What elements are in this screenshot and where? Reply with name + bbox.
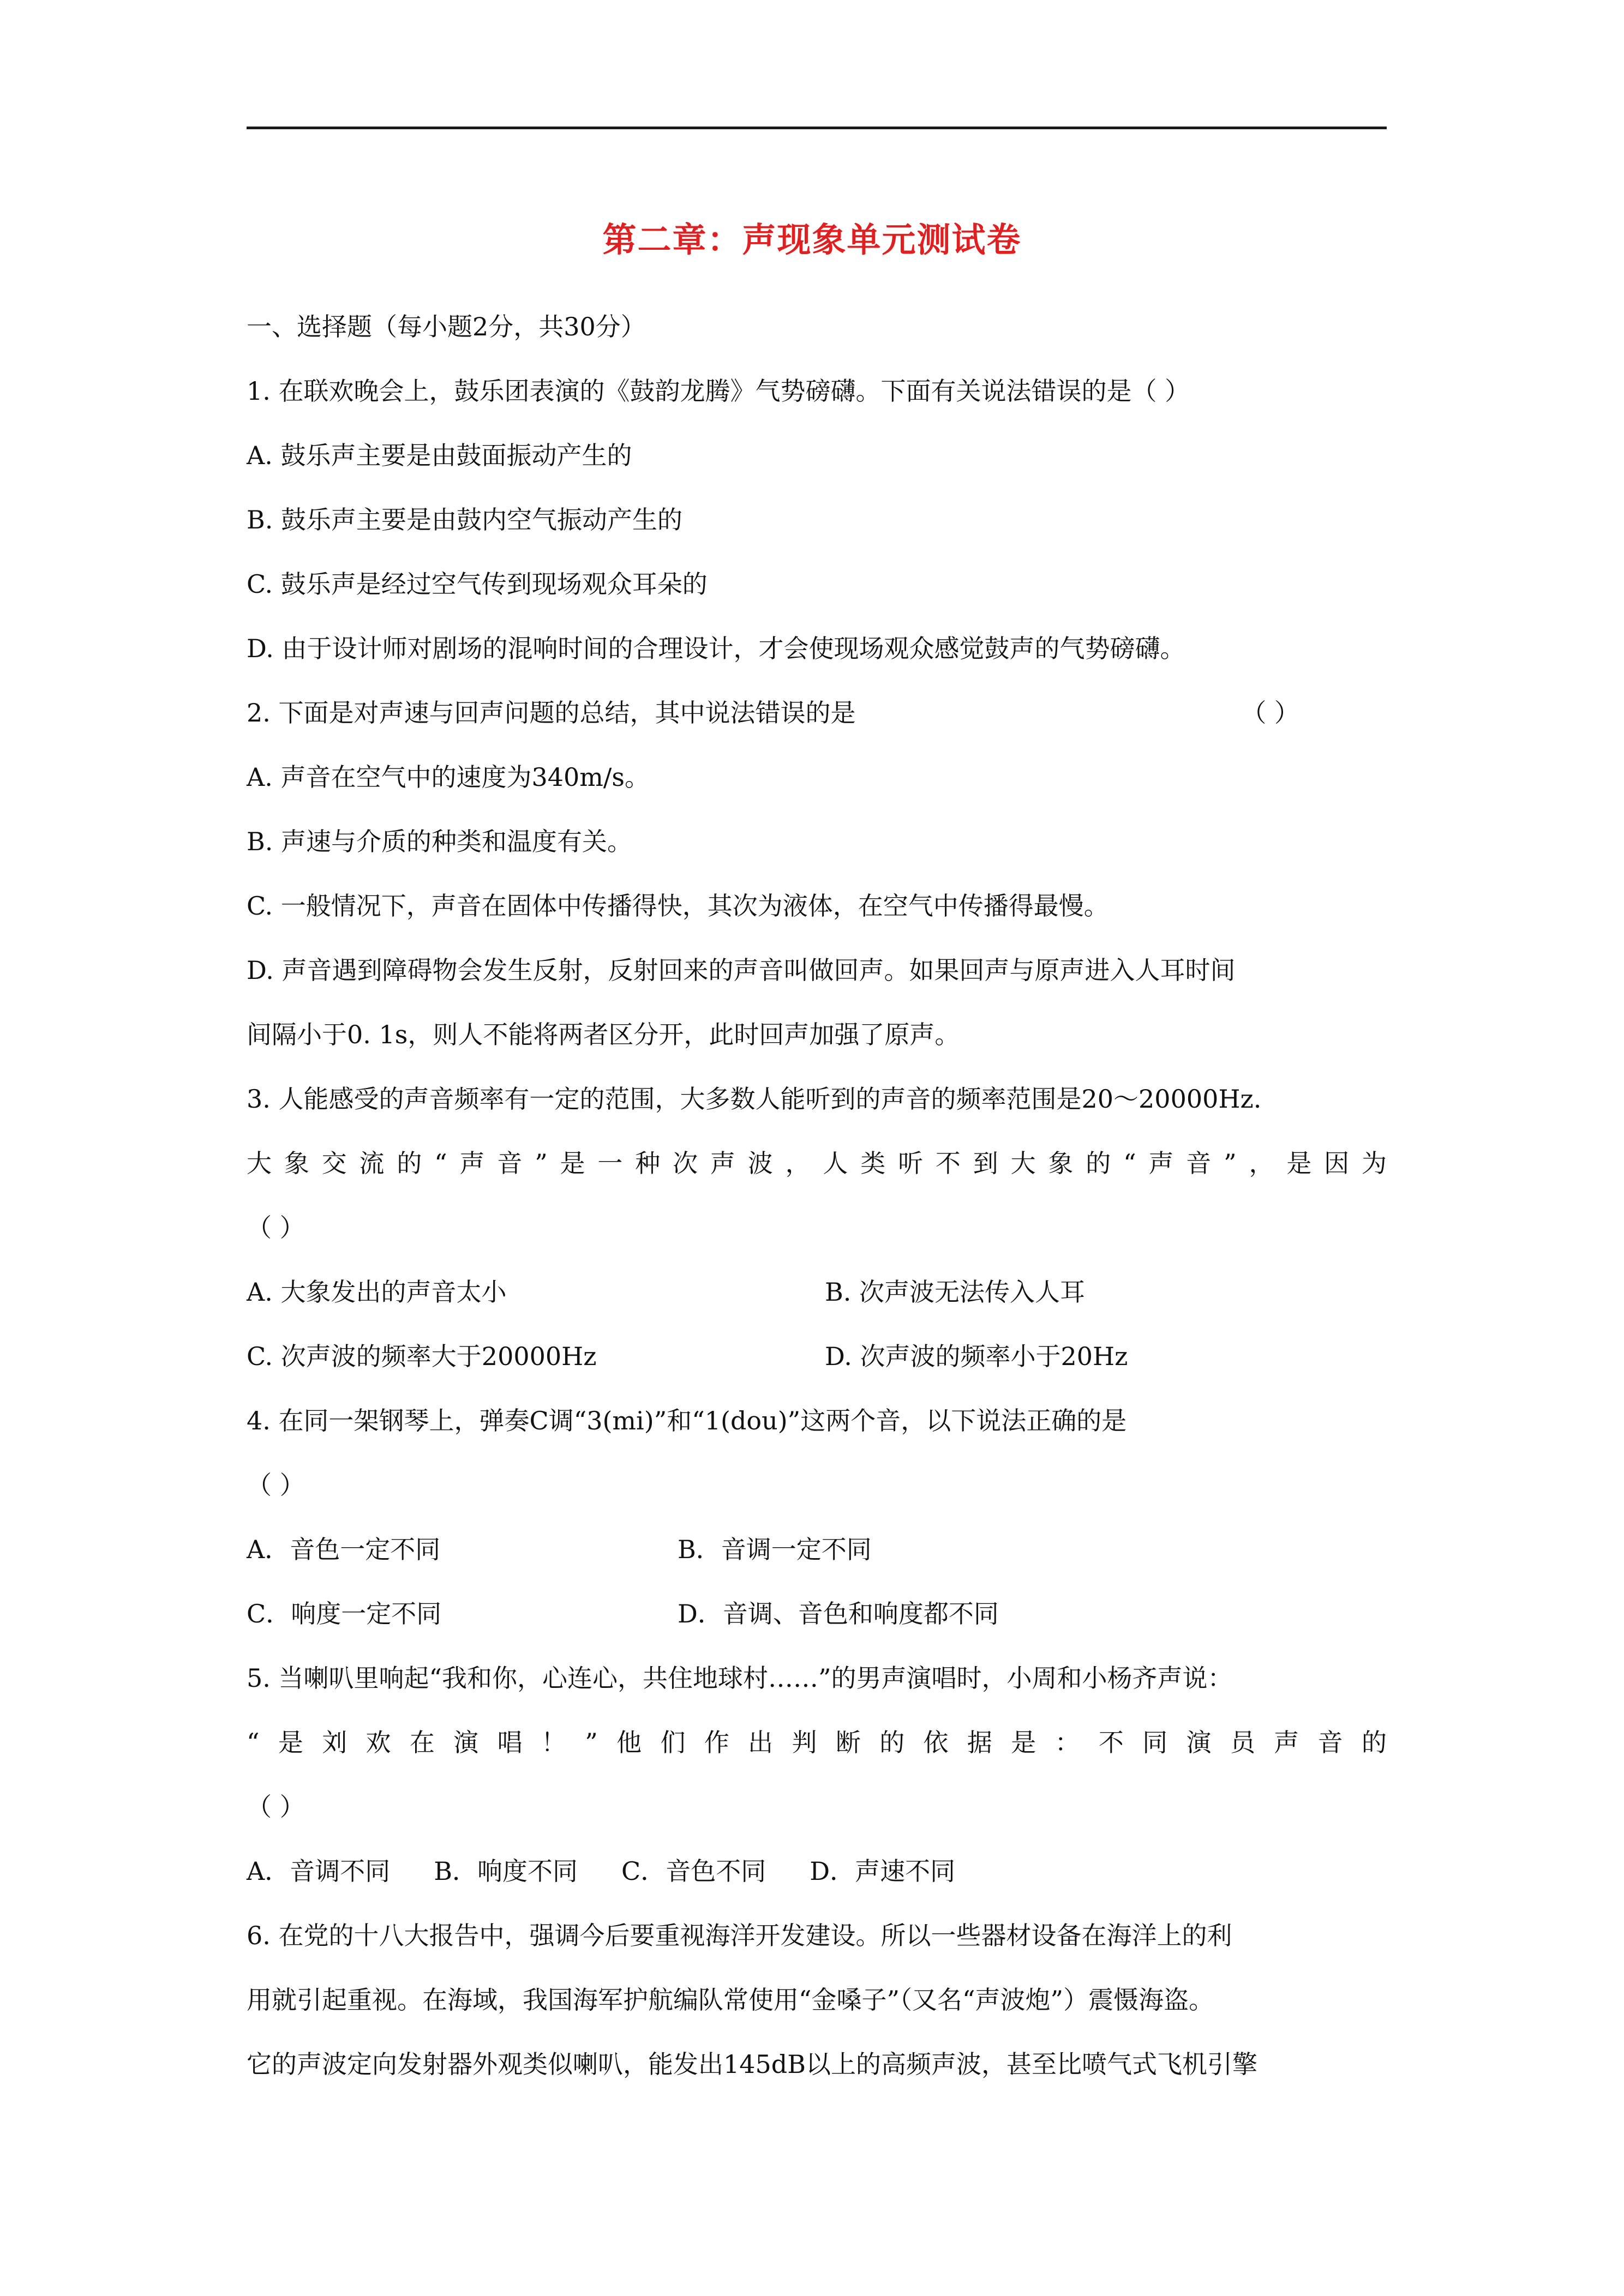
question-1-option-d: D. 由于设计师对剧场的混响时间的合理设计，才会使现场观众感觉鼓声的气势磅礴。 [247,634,1185,663]
question-6-stem-line-1: 6. 在党的十八大报告中，强调今后要重视海洋开发建设。所以一些器材设备在海洋上的利 [247,1921,1232,1950]
question-3-option-c: C. 次声波的频率大于20000Hz [247,1342,597,1371]
question-2-option-a: A. 声音在空气中的速度为340m/s。 [247,762,650,792]
question-3-stem-line-1: 3. 人能感受的声音频率有一定的范围，大多数人能听到的声音的频率范围是20～20000Hz. [247,1084,1262,1114]
question-4-options-row-2 [247,1582,1387,1646]
question-4-option-d: D．音调、音色和响度都不同 [678,1599,999,1628]
question-1-stem: 1. 在联欢晚会上，鼓乐团表演的《鼓韵龙腾》气势磅礴。下面有关说法错误的是（ ） [247,376,1190,406]
question-3-answer-paren: （ ） [247,1213,305,1242]
question-6-stem-line-2: 用就引起重视。在海域，我国海军护航编队常使用“金嗓子”（又名“声波炮”）震慑海盗。 [247,1985,1214,2015]
question-5-stem-line-2: “是刘欢在演唱！”他们作出判断的依据是：不同演员声音的 [247,1728,1387,1757]
question-5-option-d: D．声速不同 [810,1856,956,1886]
question-3-option-b: B. 次声波无法传入人耳 [825,1277,1086,1307]
question-4-option-a: A．音色一定不同 [247,1535,441,1564]
question-5-option-a: A．音调不同 [247,1856,391,1886]
section-heading: 一、选择题（每小题2分，共30分） [247,312,646,341]
question-5-options-row [247,1839,1387,1903]
header-rule [247,127,1387,129]
question-4-answer-paren: （ ） [247,1470,305,1500]
question-1-option-b: B. 鼓乐声主要是由鼓内空气振动产生的 [247,505,683,534]
question-2-stem-row [247,681,1387,745]
question-2-option-c: C. 一般情况下，声音在固体中传播得快，其次为液体，在空气中传播得最慢。 [247,891,1109,921]
document-body [247,294,1387,2096]
question-3-options-row-2 [247,1324,1387,1389]
question-3-stem-line-2: 大象交流的“声音”是一种次声波，人类听不到大象的“声音”，是因为 [247,1149,1387,1178]
question-3-option-a: A. 大象发出的声音太小 [247,1277,507,1307]
question-1-option-a: A. 鼓乐声主要是由鼓面振动产生的 [247,441,632,470]
question-4-option-b: B．音调一定不同 [678,1535,872,1564]
question-3-options-row-1 [247,1260,1387,1324]
question-4-stem-line-1: 4. 在同一架钢琴上，弹奏C调“3(mi)”和“1(dou)”这两个音，以下说法正确的是 [247,1406,1127,1435]
page-title: 第二章：声现象单元测试卷 [602,220,1022,260]
question-3-option-d: D. 次声波的频率小于20Hz [825,1342,1128,1371]
question-5-option-b: B．响度不同 [434,1856,578,1886]
question-6-stem-line-3: 它的声波定向发射器外观类似喇叭，能发出145dB以上的高频声波，甚至比喷气式飞机引擎 [247,2049,1258,2079]
question-2-option-d: D. 声音遇到障碍物会发生反射，反射回来的声音叫做回声。如果回声与原声进入人耳时间 [247,955,1236,985]
question-1-option-c: C. 鼓乐声是经过空气传到现场观众耳朵的 [247,569,708,599]
question-5-stem-line-1: 5. 当喇叭里响起“我和你，心连心，共住地球村……”的男声演唱时，小周和小杨齐声说： [247,1663,1233,1693]
question-2-option-b: B. 声速与介质的种类和温度有关。 [247,827,633,856]
question-5-option-c: C．音色不同 [621,1856,766,1886]
question-4-options-row-1 [247,1517,1387,1582]
question-2-answer-paren: （ ） [1241,698,1299,728]
question-2-stem: 2. 下面是对声速与回声问题的总结，其中说法错误的是 [247,698,856,728]
question-2-option-d-continued: 间隔小于0. 1s，则人不能将两者区分开，此时回声加强了原声。 [247,1020,960,1049]
question-4-option-c: C．响度一定不同 [247,1599,442,1628]
question-5-answer-paren: （ ） [247,1792,305,1822]
